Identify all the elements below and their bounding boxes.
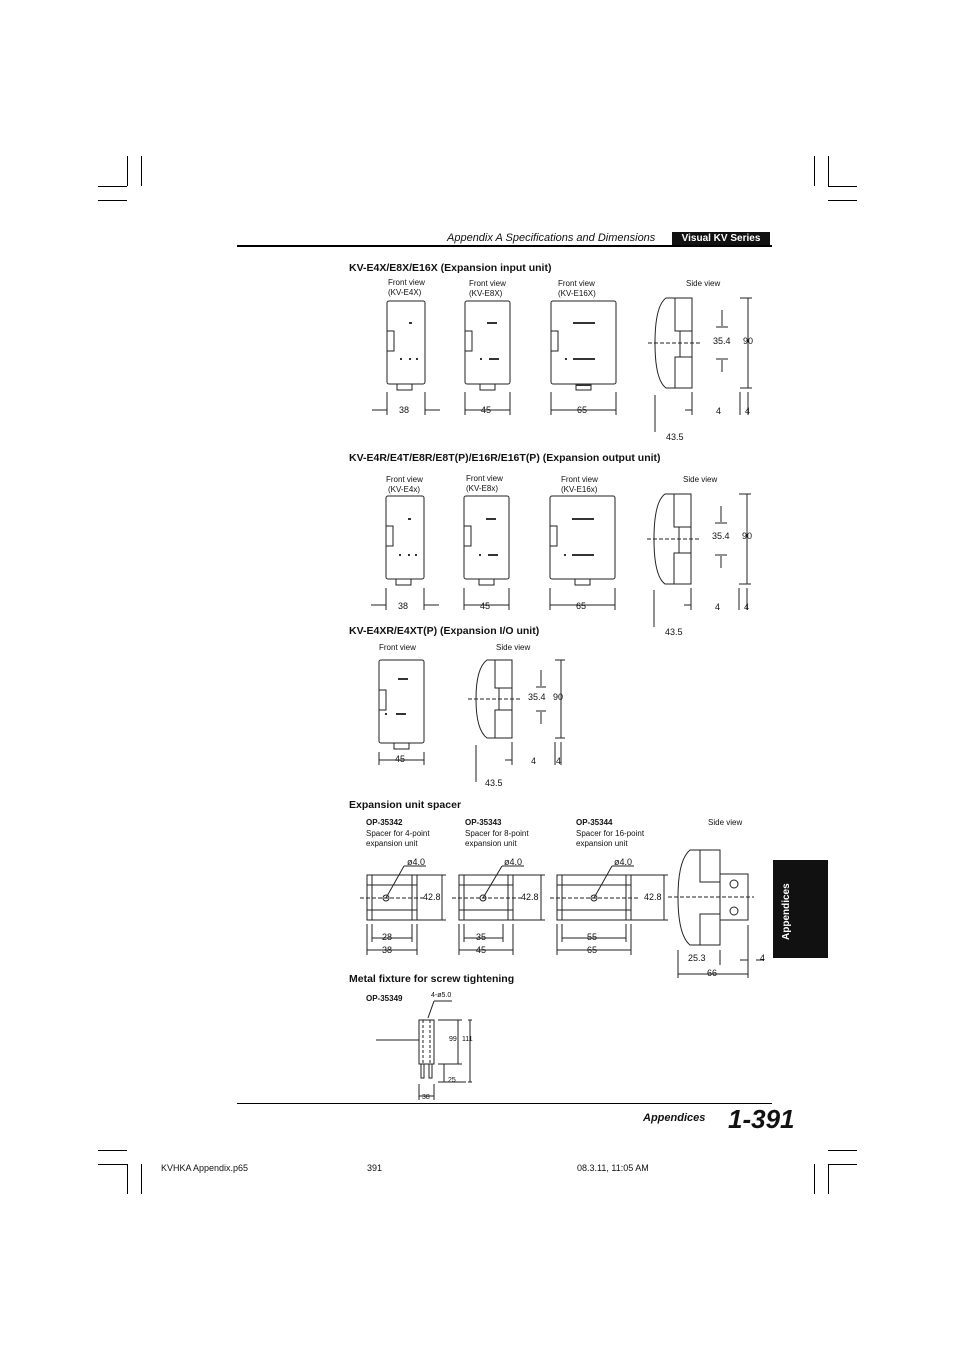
input-width-2: 45 [481, 405, 492, 415]
spacer-desc1-3: Spacer for 16-point [576, 829, 645, 838]
output-side-d4: 4 [744, 602, 750, 612]
output-front-label-2: Front view [466, 474, 503, 483]
output-width-1: 38 [398, 601, 409, 611]
output-side-d3: 4 [715, 602, 721, 612]
spacer-height-2: 42.8 [521, 892, 539, 902]
spacer-desc2-2: expansion unit [465, 839, 517, 848]
output-front-label-1: Front view [386, 475, 423, 484]
spacer-side-label: Side view [708, 818, 743, 827]
spacer-desc2-3: expansion unit [576, 839, 628, 848]
input-side-depth: 43.5 [666, 432, 684, 442]
footer-file: KVHKA Appendix.p65 [161, 1163, 249, 1173]
footer-rule [237, 1103, 772, 1104]
spacer-desc1-2: Spacer for 8-point [465, 829, 529, 838]
output-width-3: 65 [576, 601, 587, 611]
input-front-label-3: Front view [558, 279, 595, 288]
io-side-d3: 4 [531, 756, 537, 766]
input-section-title: KV-E4X/E8X/E16X (Expansion input unit) [349, 262, 552, 274]
footer-sheet: 391 [367, 1163, 383, 1173]
fixture-section-title: Metal fixture for screw tightening [349, 973, 515, 985]
spacer-hole-3: ø4.0 [614, 857, 633, 867]
output-side-depth: 43.5 [665, 627, 683, 637]
appendices-tab-label: Appendices [781, 883, 792, 940]
input-side-d2: 90 [743, 336, 754, 346]
output-front-model-3: (KV-E16x) [561, 485, 598, 494]
footer-date: 08.3.11, 11:05 AM [577, 1163, 649, 1173]
spacer-desc1-1: Spacer for 4-point [366, 829, 430, 838]
spacer-side-d1: 25.3 [688, 953, 706, 963]
spacer-hole-2: ø4.0 [504, 857, 523, 867]
fixture-h1: 99 [449, 1036, 457, 1043]
output-front-label-3: Front view [561, 475, 598, 484]
page-number: 1-391 [728, 1104, 795, 1134]
output-front-model-2: (KV-E8x) [466, 484, 499, 493]
io-side-depth: 43.5 [485, 778, 503, 788]
output-width-2: 45 [480, 601, 491, 611]
spacer-inner-1: 28 [382, 932, 393, 942]
spacer-height-1: 42.8 [423, 892, 441, 902]
input-width-3: 65 [577, 405, 588, 415]
output-side-d1: 35.4 [712, 531, 730, 541]
input-side-d1: 35.4 [713, 336, 731, 346]
spacer-height-3: 42.8 [644, 892, 662, 902]
input-front-label-2: Front view [469, 279, 506, 288]
input-front-label-1: Front view [388, 278, 425, 287]
input-side-d4: 4 [745, 406, 751, 416]
io-front-label: Front view [379, 643, 416, 652]
fixture-h3: 25 [448, 1077, 456, 1084]
fixture-h2: 111 [462, 1036, 473, 1043]
io-section-title: KV-E4XR/E4XT(P) (Expansion I/O unit) [349, 625, 540, 637]
output-side-label: Side view [683, 475, 718, 484]
input-width-1: 38 [399, 405, 410, 415]
spacer-side-d2: 4 [760, 953, 766, 963]
io-side-d2: 90 [553, 692, 564, 702]
header-section: Appendix A Specifications and Dimensions [447, 232, 656, 244]
fixture-code: OP-35349 [366, 994, 403, 1003]
output-front-model-1: (KV-E4x) [388, 485, 421, 494]
spacer-outer-3: 65 [587, 945, 598, 955]
spacer-desc2-1: expansion unit [366, 839, 418, 848]
spacer-code-1: OP-35342 [366, 818, 403, 827]
spacer-section-title: Expansion unit spacer [349, 799, 462, 811]
io-side-d1: 35.4 [528, 692, 546, 702]
series-badge: Visual KV Series [672, 232, 770, 245]
io-front-width: 45 [395, 754, 406, 764]
footer-label: Appendices [643, 1112, 706, 1124]
output-section-title: KV-E4R/E4T/E8R/E8T(P)/E16R/E16T(P) (Expansion output unit) [349, 452, 661, 464]
spacer-code-3: OP-35344 [576, 818, 613, 827]
spacer-code-2: OP-35343 [465, 818, 502, 827]
spacer-outer-2: 45 [476, 945, 487, 955]
spacer-hole-1: ø4.0 [407, 857, 426, 867]
input-front-model-1: (KV-E4X) [388, 288, 422, 297]
output-side-d2: 90 [742, 531, 753, 541]
spacer-side-d3: 66 [707, 968, 718, 978]
spacer-inner-3: 55 [587, 932, 598, 942]
spacer-inner-2: 35 [476, 932, 487, 942]
appendices-tab [773, 860, 828, 958]
fixture-w: 38 [422, 1094, 430, 1101]
io-side-d4: 4 [556, 756, 562, 766]
fixture-hole: 4-ø5.0 [431, 992, 452, 999]
input-front-model-3: (KV-E16X) [558, 289, 596, 298]
input-side-label: Side view [686, 279, 721, 288]
input-front-model-2: (KV-E8X) [469, 289, 503, 298]
io-side-label: Side view [496, 643, 531, 652]
spacer-outer-1: 38 [382, 945, 393, 955]
input-side-d3: 4 [716, 406, 722, 416]
